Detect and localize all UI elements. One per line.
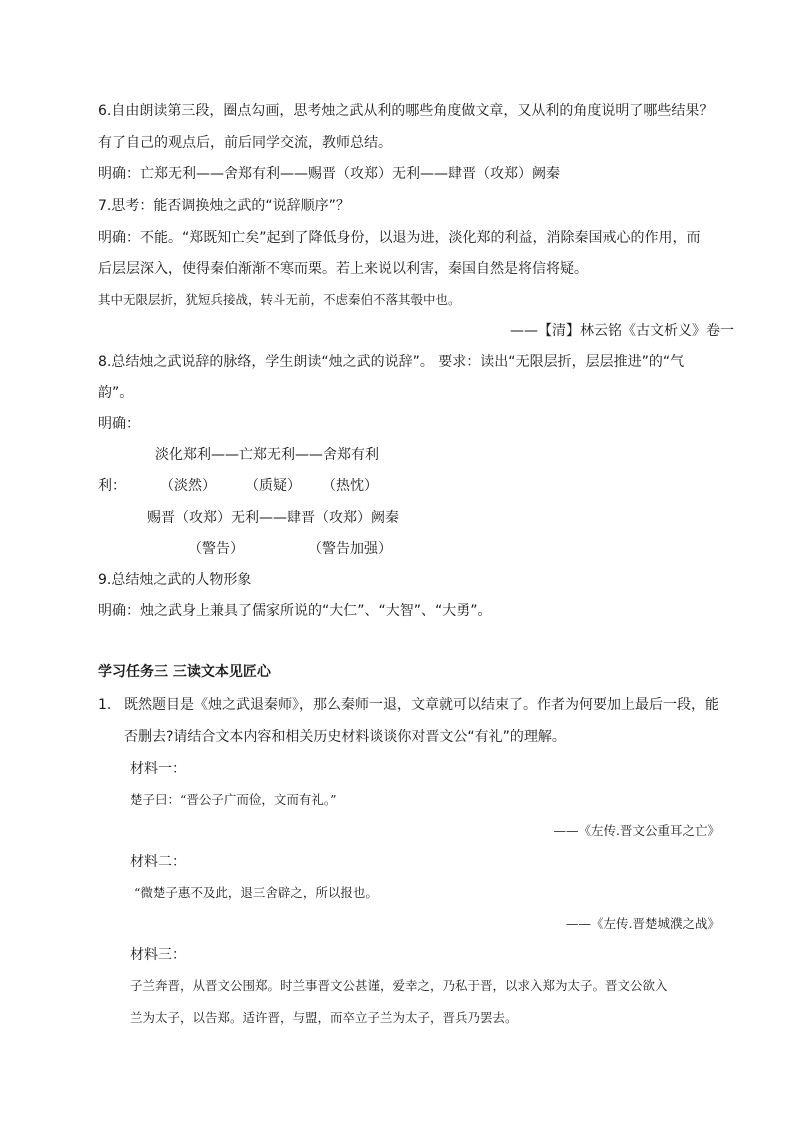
question-9-answer: 明确：烛之武身上兼具了儒家所说的“大仁”、“大智”、“大勇”。 (98, 603, 492, 619)
question-8-line-1: 8.总结烛之武说辞的脉络，学生朗读“烛之武的说辞”。 要求：读出“无限层折，层层推进”的“气 (98, 354, 685, 370)
task-3-heading: 学习任务三 三读文本见匠心 (98, 664, 271, 680)
reasoning-chain-2: 赐晋（攻郑）无利——肆晋（攻郑）阙秦 (147, 510, 399, 526)
tone-4: （警告） (188, 541, 244, 557)
material-2-label: 材料二： (130, 854, 186, 870)
question-6-line-2: 有了自己的观点后，前后同学交流，教师总结。 (98, 135, 392, 151)
tone-2: （质疑） (245, 478, 301, 494)
material-3-line-2: 兰为太子，以告郑。适许晋，与盟，而卒立子兰为太子，晋兵乃罢去。 (130, 1010, 518, 1025)
tone-1: （淡然） (160, 478, 216, 494)
question-8-line-2: 韵”。 (98, 385, 134, 401)
quote-text: 其中无限层折，犹短兵接战，转斗无前，不虑秦伯不落其彀中也。 (98, 292, 461, 307)
task-1-number: 1. (98, 697, 112, 713)
li-label: 利： (98, 478, 126, 494)
reasoning-chain-1: 淡化郑利——亡郑无利——舍郑有利 (155, 447, 379, 463)
material-2-text: “微楚子惠不及此，退三舍辟之，所以报也。 (134, 885, 378, 900)
question-8-answer-label: 明确： (98, 416, 140, 432)
tone-5: （警告加强） (308, 541, 392, 557)
question-6-answer: 明确：亡郑无利——舍郑有利——赐晋（攻郑）无利——肆晋（攻郑）阙秦 (98, 166, 560, 182)
material-1-label: 材料一： (130, 761, 186, 777)
question-7-answer-line-1: 明确：不能。“郑既知亡矣”起到了降低身份，以退为进，淡化郑的利益，消除秦国戒心的作用，而 (98, 230, 701, 246)
material-1-source: ——《左传.晋文公重耳之亡》 (553, 823, 720, 838)
question-9: 9.总结烛之武的人物形象 (98, 572, 252, 588)
question-7-answer-line-2: 后层层深入，使得秦伯渐渐不寒而栗。若上来说以利害，秦国自然是将信将疑。 (98, 261, 588, 277)
quote-source: ——【清】林云铭《古文析义》卷一 (510, 323, 734, 339)
question-7: 7.思考：能否调换烛之武的“说辞顺序”？ (98, 198, 350, 214)
task-1-line-1: 既然题目是《烛之武退秦师》，那么秦师一退，文章就可以结束了。作者为何要加上最后一段，能 (124, 697, 719, 713)
question-6-line-1: 6.自由朗读第三段，圈点勾画，思考烛之武从利的哪些角度做文章，又从利的角度说明了哪些结果？ (98, 103, 714, 119)
material-1-text: 楚子曰：“晋公子广而俭，文而有礼。” (130, 792, 337, 807)
material-3-label: 材料三： (130, 947, 186, 963)
task-1-line-2: 否删去?请结合文本内容和相关历史材料谈谈你对晋文公“有礼”的理解。 (124, 729, 566, 745)
tone-3: （热忱） (322, 478, 378, 494)
material-2-source: ——《左传.晋楚城濮之战》 (566, 916, 720, 931)
material-3-line-1: 子兰奔晋，从晋文公围郑。时兰事晋文公甚谨，爱幸之，乃私于晋，以求入郑为太子。晋文公欲入 (130, 978, 668, 993)
